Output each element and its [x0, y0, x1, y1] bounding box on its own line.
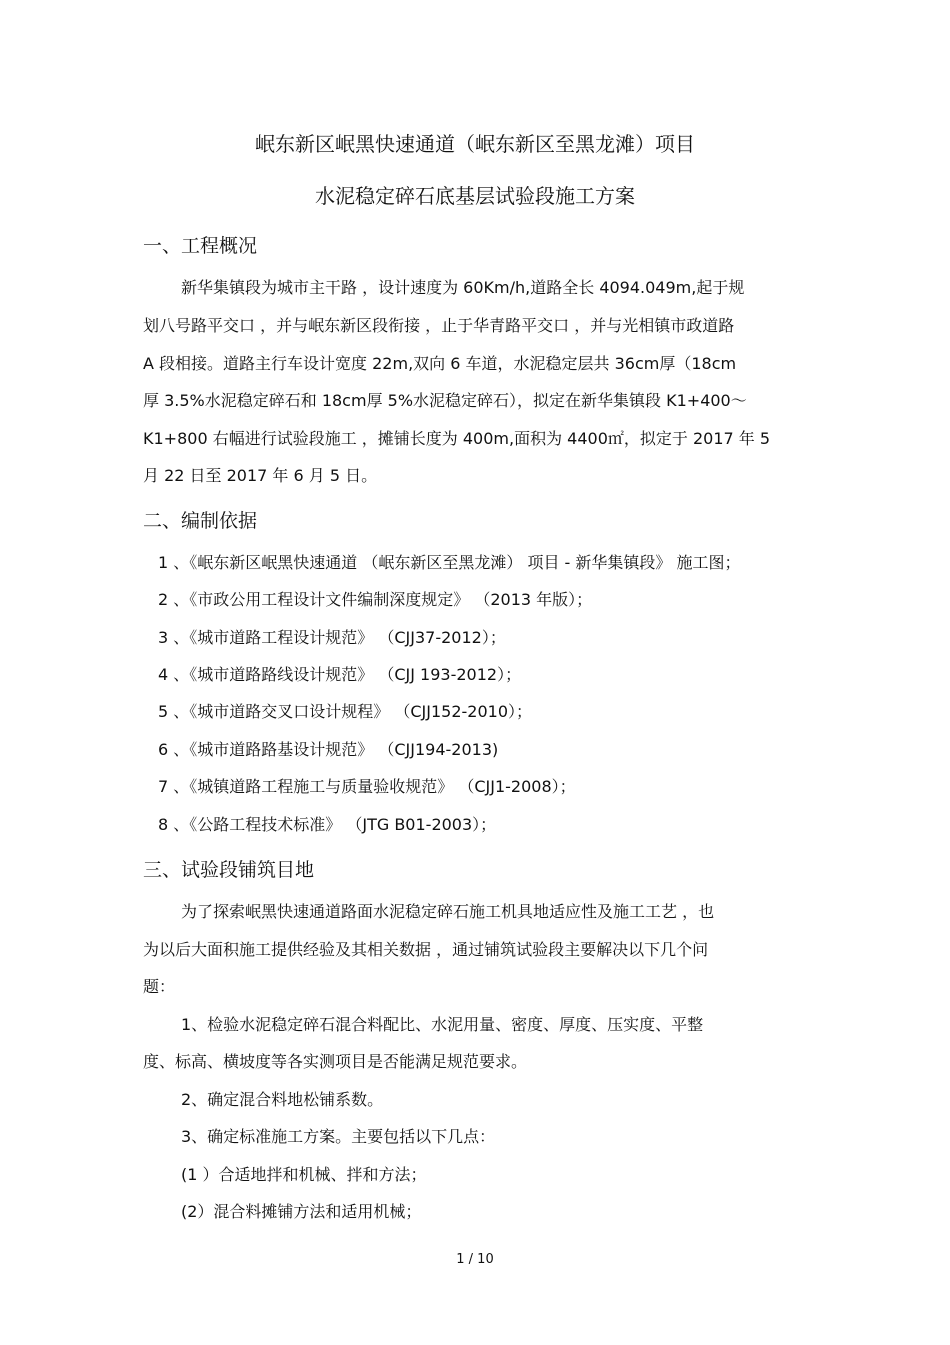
list-item: 4 、《城市道路路线设计规范》 （CJJ 193-2012）； [158, 665, 522, 684]
paragraph-line: 3、确定标准施工方案。主要包括以下几点： [181, 1127, 496, 1146]
paragraph-line: 月 22 日至 2017 年 6 月 5 日。 [143, 466, 378, 485]
paragraph-line: 划八号路平交口 ，并与岷东新区段衔接 ，止于华青路平交口 ，并与光相镇市政道路 [143, 316, 735, 335]
paragraph-line: 题： [143, 977, 176, 996]
list-item: 1 、《岷东新区岷黑快速通道 （岷东新区至黑龙滩） 项目 - 新华集镇段》 施工图； [158, 553, 741, 572]
paragraph-line: 厚 3.5%水泥稳定碎石和 18cm厚 5%水泥稳定碎石），拟定在新华集镇段 K1+400～ [143, 391, 747, 410]
paragraph-line: 度、标高、横坡度等各实测项目是否能满足规范要求。 [143, 1052, 528, 1071]
list-item: 2 、《市政公用工程设计文件编制深度规定》 （2013 年版）； [158, 590, 593, 609]
list-item: 6 、《城市道路路基设计规范》 （CJJ194-2013) [158, 740, 499, 759]
list-item: 7 、《城镇道路工程施工与质量验收规范》 （CJJ1-2008）； [158, 777, 576, 796]
paragraph-line: A 段相接。道路主行车设计宽度 22m,双向 6 车道，水泥稳定层共 36cm厚（18cm [143, 354, 737, 373]
paragraph-line: (2）混合料摊铺方法和适用机械； [181, 1202, 422, 1221]
paragraph-line: 为了探索岷黑快速通道路面水泥稳定碎石施工机具地适应性及施工工艺 ，也 [181, 902, 715, 921]
list-item: 5 、《城市道路交叉口设计规程》 （CJJ152-2010）； [158, 702, 532, 721]
section-heading-overview: 一、工程概况 [143, 235, 258, 257]
paragraph-line: 2、确定混合料地松铺系数。 [181, 1090, 384, 1109]
paragraph-line: 为以后大面积施工提供经验及其相关数据 ，通过铺筑试验段主要解决以下几个问 [143, 940, 709, 959]
document-subtitle: 水泥稳定碎石底基层试验段施工方案 [315, 184, 635, 208]
section-heading-basis: 二、编制依据 [143, 510, 258, 532]
page-number: 1 / 10 [456, 1252, 494, 1267]
paragraph-line: (1 ）合适地拌和机械、拌和方法； [181, 1165, 427, 1184]
list-item: 8 、《公路工程技术标准》 （JTG B01-2003）； [158, 815, 497, 834]
paragraph-line: 新华集镇段为城市主干路 ，设计速度为 60Km/h,道路全长 4094.049m,起于规 [181, 278, 745, 297]
document-title: 岷东新区岷黑快速通道（岷东新区至黑龙滩）项目 [255, 132, 695, 156]
section-heading-purpose: 三、试验段铺筑目地 [143, 859, 315, 881]
paragraph-line: K1+800 右幅进行试验段施工 ，摊铺长度为 400m,面积为 4400㎡，拟定于 2017 年 5 [143, 429, 771, 448]
list-item: 3 、《城市道路工程设计规范》 （CJJ37-2012）； [158, 628, 506, 647]
paragraph-line: 1、检验水泥稳定碎石混合料配比、水泥用量、密度、厚度、压实度、平整 [181, 1015, 704, 1034]
